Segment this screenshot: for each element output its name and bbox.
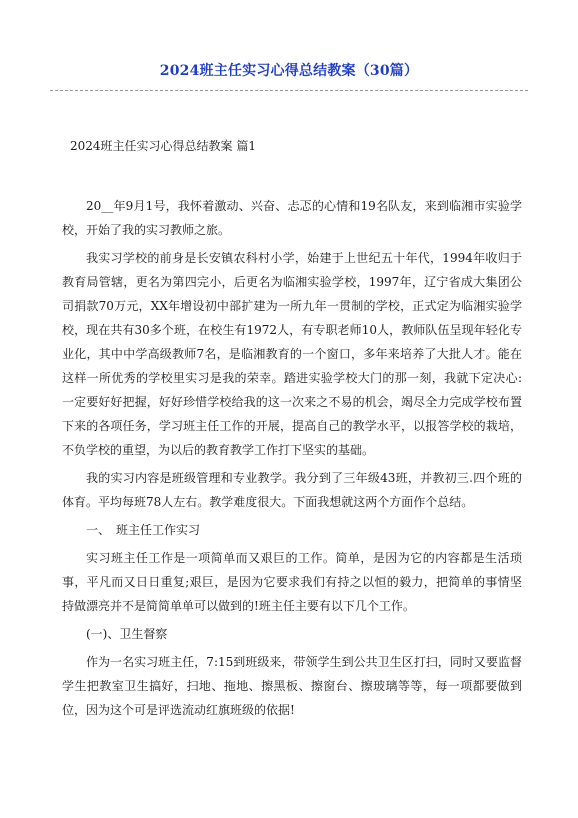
subheading-hygiene-supervision: (一)、卫生督察 — [86, 627, 168, 641]
title-divider — [50, 90, 528, 91]
document-title: 2024班主任实习心得总结教案（30篇） — [159, 63, 419, 79]
subheading-class-teacher-work: 一、 班主任工作实习 — [86, 523, 201, 537]
paragraph-school-history: 我实习学校的前身是长安镇农科村小学，始建于上世纪五十年代，1994年收归于教育局管辖，更名为第四完小，后更名为临湘实验学校，1997年，辽宁省成大集团公司捐款70万元，XX年增设初中部扩建为一所九年一贯制的学校，正式定为临湘实验学校，现在共有30多个班，在校生有1972人，有专职老师10人，教师队伍呈现年轻化专业化，其中中学高级教师7名，是临湘教育的一个窗口，多年来培养了大批人才。能在这样一所优秀的学校里实习是我的荣幸。踏进实验学校大门的那一刻，我就下定决心:一定要好好把握，好好珍惜学校给我的这一次来之不易的机会，竭尽全力完成学校布置下来的各项任务，学习班主任工作的开展，提高自己的教学水平，以报答学校的栽培，不负学校的重望，为以后的教育教学工作打下坚实的基础。 — [62, 251, 522, 457]
section-heading: 2024班主任实习心得总结教案 篇1 — [70, 139, 256, 153]
paragraph-internship-content: 我的实习内容是班级管理和专业教学。我分到了三年级43班，并教初三.四个班的体育。平均每班78人左右。教学难度很大。下面我想就这两个方面作个总结。 — [62, 471, 522, 509]
document-body — [62, 194, 522, 726]
paragraph-class-teacher-work: 实习班主任工作是一项简单而又艰巨的工作。简单，是因为它的内容都是生活琐事，平凡而又日日重复;艰巨，是因为它要求我们有持之以恒的毅力，把简单的事情坚持做漂亮并不是简简单单可以做到的!班主任主要有以下几个工作。 — [62, 551, 522, 613]
paragraph-intro: 20__年9月1号，我怀着激动、兴奋、忐忑的心情和19名队友，来到临湘市实验学校，开始了我的实习教师之旅。 — [62, 199, 522, 237]
paragraph-hygiene-supervision: 作为一名实习班主任，7:15到班级来，带领学生到公共卫生区打扫，同时又要监督学生把教室卫生搞好，扫地、拖地、擦黑板、擦窗台、擦玻璃等等，每一项都要做到位，因为这个可是评选流动红旗班级的依据! — [62, 655, 522, 717]
